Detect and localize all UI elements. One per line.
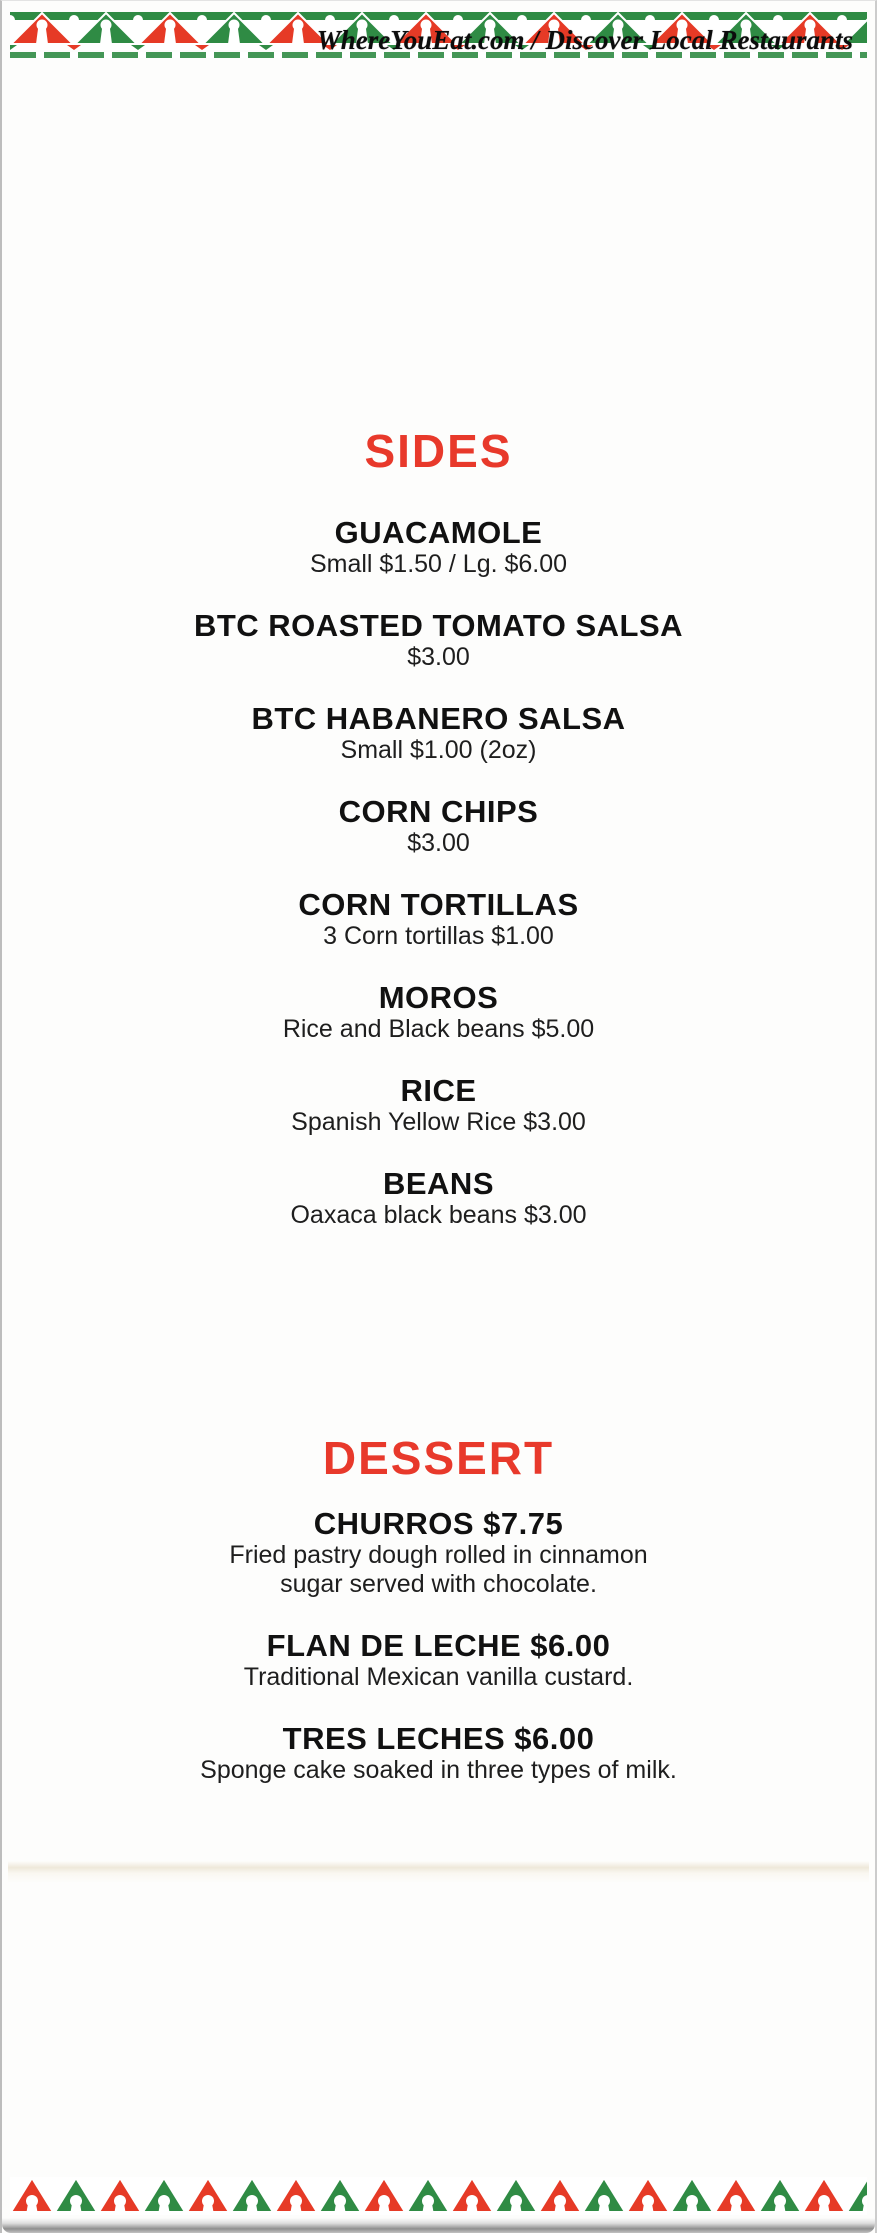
item-detail: Oaxaca black beans $3.00 [290, 1201, 587, 1229]
menu-item-tres-leches [2, 1721, 875, 1785]
item-detail: 3 Corn tortillas $1.00 [323, 922, 554, 950]
menu-item-moros [2, 980, 875, 1044]
triangle-pattern-bottom-icon [10, 2177, 867, 2215]
menu-item-churros [2, 1506, 875, 1599]
item-name: BTC ROASTED TOMATO SALSA [193, 608, 684, 643]
item-name: CHURROS $7.75 [313, 1506, 564, 1541]
menu-item-corn-chips [2, 794, 875, 858]
item-detail: Small $1.00 (2oz) [340, 736, 537, 764]
menu-item-corn-tortillas [2, 887, 875, 951]
item-detail: Spanish Yellow Rice $3.00 [291, 1108, 586, 1136]
item-detail: Fried pastry dough rolled in cinnamon sugar served with chocolate. [229, 1541, 648, 1598]
item-name: TRES LECHES $6.00 [282, 1721, 595, 1756]
menu-section-sides [2, 425, 875, 1259]
item-detail: $3.00 [407, 829, 470, 857]
menu-item-btc-roasted-tomato-salsa [2, 608, 875, 672]
menu-item-beans [2, 1166, 875, 1230]
item-name: GUACAMOLE [334, 515, 543, 550]
item-name: CORN TORTILLAS [298, 887, 579, 922]
menu-item-rice [2, 1073, 875, 1137]
item-name: CORN CHIPS [338, 794, 539, 829]
site-watermark: WhereYouEat.com / Discover Local Restaurants [316, 25, 853, 55]
item-name: RICE [400, 1073, 477, 1108]
section-title-sides: SIDES [364, 425, 513, 477]
item-detail: Small $1.50 / Lg. $6.00 [309, 550, 568, 578]
item-name: FLAN DE LECHE $6.00 [266, 1628, 611, 1663]
section-title-dessert: DESSERT [322, 1432, 555, 1484]
item-detail: Traditional Mexican vanilla custard. [243, 1663, 634, 1691]
item-detail: Rice and Black beans $5.00 [282, 1015, 595, 1043]
menu-item-flan-de-leche [2, 1628, 875, 1692]
scan-shadow-edge [2, 2218, 875, 2233]
papel-picado-border-bottom [10, 2177, 867, 2215]
item-name: BTC HABANERO SALSA [251, 701, 626, 736]
page-fold-line [8, 1861, 869, 1883]
menu-section-dessert [2, 1432, 875, 1814]
item-name: BEANS [382, 1166, 494, 1201]
item-detail: Sponge cake soaked in three types of milk. [200, 1756, 677, 1784]
item-detail: $3.00 [407, 643, 470, 671]
menu-item-btc-habanero-salsa [2, 701, 875, 765]
item-name: MOROS [378, 980, 499, 1015]
menu-item-guacamole [2, 515, 875, 579]
